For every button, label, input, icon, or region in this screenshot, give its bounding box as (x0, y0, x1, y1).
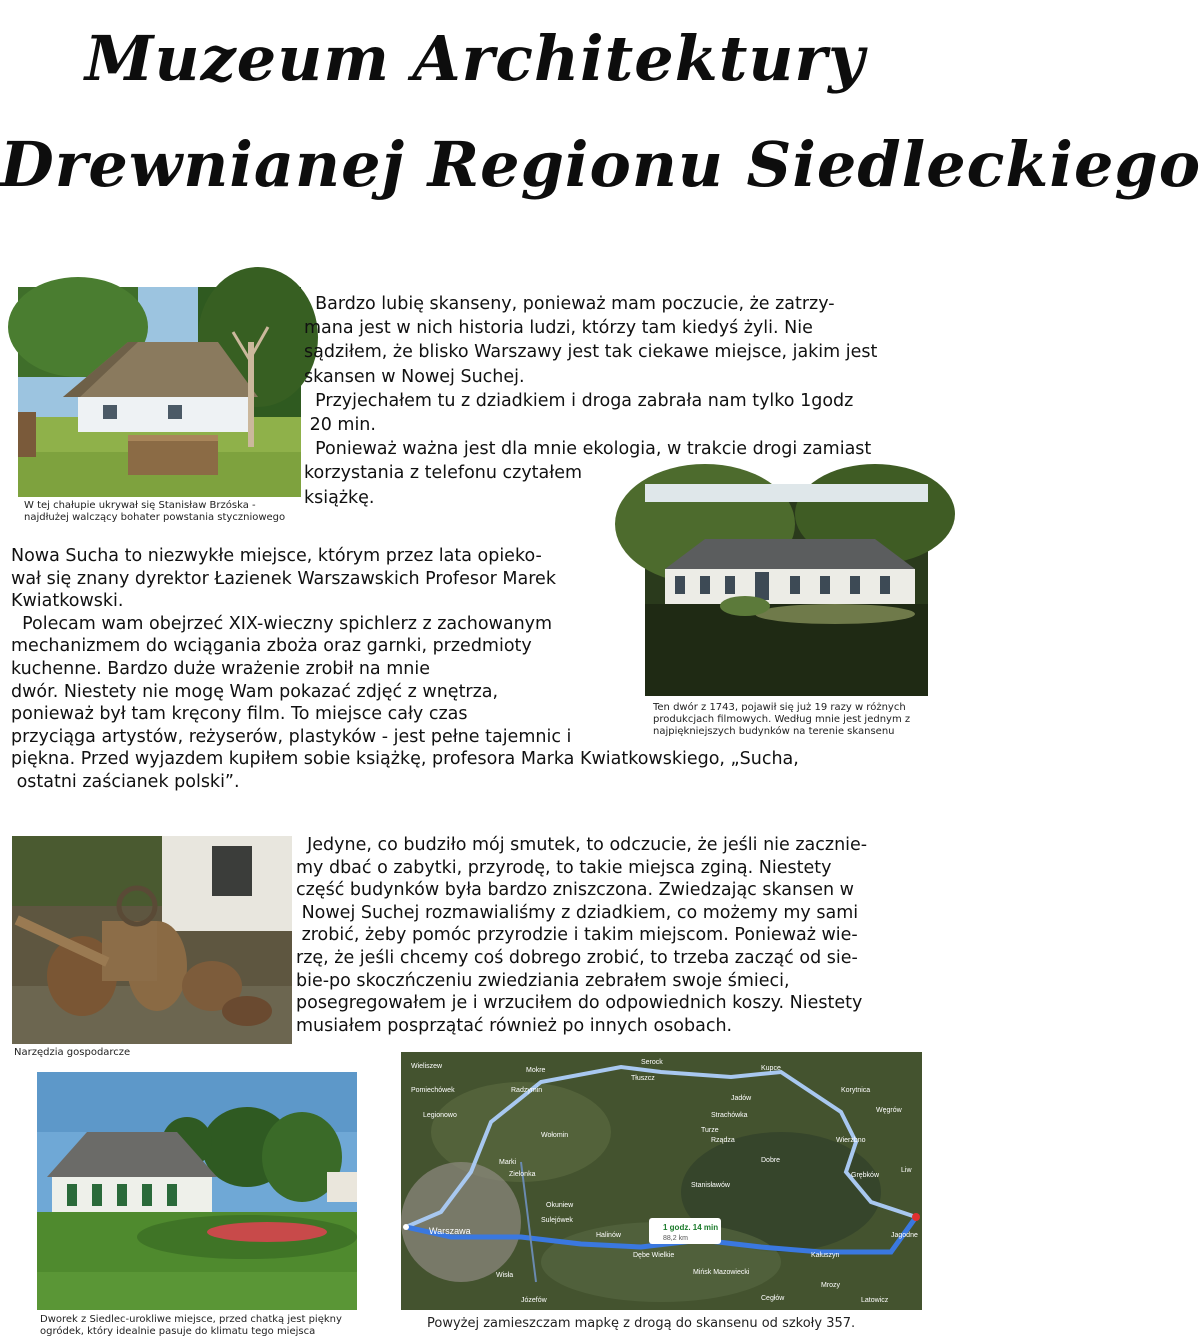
map-place-marki: Marki (499, 1159, 517, 1166)
map-place-pomiechowek: Pomiechówek (411, 1087, 455, 1094)
text-line: Jedyne, co budziło mój smutek, to odczucie, że jeśli nie zacznie- (296, 835, 868, 855)
map-place-mrozy: Mrozy (821, 1282, 841, 1289)
map-place-dobre: Dobre (761, 1157, 781, 1164)
caption-line: W tej chałupie ukrywał się Stanisław Brzóska - (24, 500, 256, 511)
text-line: Polecam wam obejrzeć XIX-wieczny spichlerz z zachowanym (11, 613, 553, 634)
caption-line: Ten dwór z 1743, pojawił się już 19 razy w różnych (653, 702, 906, 713)
text-line: dwór. Niestety nie mogę Wam pokazać zdjęć z wnętrza, (11, 681, 499, 702)
text-line: bie-po skoczńczeniu zwiedziania zebrałem swoje śmieci, (296, 970, 790, 991)
map-place-strachowka: Strachówka (711, 1112, 748, 1119)
map-place-korytnica: Korytnica (841, 1087, 871, 1094)
map-place-minsk: Mińsk Mazowiecki (693, 1269, 750, 1276)
map-place-turze: Turze (701, 1127, 719, 1134)
caption-line: najpiękniejszych budynków na terenie skansenu (653, 726, 895, 737)
page-title-line-1: Muzeum Architektury (84, 22, 866, 95)
map-place-stanislawow: Stanisławów (691, 1182, 730, 1189)
text-line: Bardzo lubię skanseny, ponieważ mam poczucie, że zatrzy- (304, 294, 835, 314)
map-place-halinow: Halinów (596, 1232, 621, 1239)
text-line: piękna. Przed wyjazdem kupiłem sobie książkę, profesora Marka Kwiatkowskiego, „Sucha, (11, 749, 799, 770)
text-line: Przyjechałem tu z dziadkiem i droga zabrała nam tylko 1godz (304, 390, 854, 411)
map-place-okuniew: Okuniew (546, 1202, 574, 1209)
text-line: my dbać o zabytki, przyrodę, to takie miejsca zginą. Niestety (296, 857, 832, 878)
map-place-grebkow: Grębków (851, 1172, 880, 1179)
text-line: wał się znany dyrektor Łazienek Warszawskich Profesor Marek (11, 568, 556, 589)
text-line: Ponieważ ważna jest dla mnie ekologia, w trakcie drogi zamiast (304, 439, 872, 460)
text-line: ponieważ był tam kręcony film. To miejsce cały czas (11, 704, 468, 725)
ecology-paragraph (296, 834, 948, 1037)
text-line: korzystania z telefonu czytałem (304, 463, 583, 484)
map-place-wierzbno: Wierzbno (836, 1137, 866, 1144)
tools-photo (12, 836, 292, 1044)
map-place-jadow: Jadów (731, 1095, 752, 1102)
map-place-warszawa: Warszawa (429, 1226, 471, 1236)
dworek-photo (37, 1072, 357, 1310)
route-map (401, 1052, 922, 1310)
caption-line: Narzędzia gospodarcze (14, 1047, 131, 1058)
map-place-wieliszew: Wieliszew (411, 1063, 443, 1070)
text-line: ostatni zaścianek polski”. (11, 771, 240, 792)
map-place-serock: Serock (641, 1059, 663, 1066)
map-place-debe-wielkie: Dębe Wielkie (633, 1252, 675, 1259)
caption-line: najdłużej walczący bohater powstania styczniowego (24, 512, 286, 523)
tools-caption (14, 1047, 214, 1059)
text-line: zrobić, żeby pomóc przyrodzie i takim miejscom. Ponieważ wie- (296, 925, 858, 946)
map-place-ceglow: Cegłów (761, 1295, 785, 1302)
text-line: część budynków była bardzo zniszczona. Zwiedzając skansen w (296, 880, 854, 901)
map-place-radzymin: Radzymin (511, 1087, 543, 1094)
middle-paragraph (11, 545, 941, 794)
text-line: Kwiatkowski. (11, 591, 124, 612)
map-place-rzadza: Rządza (711, 1137, 735, 1144)
map-place-zielonka: Zielonka (509, 1171, 536, 1178)
text-line: sądziłem, że blisko Warszawy jest tak ciekawe miejsce, jakim jest (304, 342, 878, 363)
text-line: mechanizmem do wciągania zboża oraz garnki, przedmioty (11, 636, 532, 657)
caption-line: ogródek, który idealnie pasuje do klimatu tego miejsca (40, 1326, 316, 1337)
map-place-tluszcz: Tłuszcz (631, 1075, 655, 1082)
caption-line: Powyżej zamieszczam mapkę z drogą do skansenu od szkoły 357. (427, 1316, 856, 1331)
hut-photo (18, 287, 301, 497)
text-line: 20 min. (304, 415, 376, 436)
text-line: Nowa Sucha to niezwykłe miejsce, którym przez lata opieko- (11, 546, 542, 566)
text-line: książkę. (304, 487, 375, 508)
map-route-distance: 88,2 km (663, 1235, 688, 1242)
map-place-mokre: Mokre (526, 1067, 546, 1074)
map-place-wegrow: Węgrów (876, 1107, 902, 1114)
text-line: mana jest w nich historia ludzi, którzy tam kiedyś żyli. Nie (304, 318, 813, 339)
text-line: musiałem posprzątać również po innych osobach. (296, 1015, 733, 1036)
map-caption (427, 1316, 927, 1332)
text-line: przyciąga artystów, reżyserów, plastyków - jest pełne tajemnic i (11, 726, 572, 747)
map-place-jagodne: Jagodne (891, 1232, 918, 1239)
map-place-latowicz: Latowicz (861, 1297, 889, 1304)
map-place-legionowo: Legionowo (423, 1112, 457, 1119)
caption-line: produkcjach filmowych. Według mnie jest jednym z (653, 714, 911, 725)
text-line: posegregowałem je i wrzuciłem do odpowiednich koszy. Niestety (296, 993, 863, 1014)
page-title-line-2: Drewnianej Regionu Siedleckiego (0, 128, 1201, 201)
map-place-wolomin: Wołomin (541, 1132, 569, 1139)
map-place-liw: Liw (901, 1167, 912, 1174)
dworek-caption (40, 1314, 370, 1338)
text-line: Nowej Suchej rozmawialiśmy z dziadkiem, co możemy my sami (296, 902, 859, 923)
text-line: kuchenne. Bardzo duże wrażenie zrobił na mnie (11, 658, 430, 679)
map-place-kaluszyn: Kałuszyn (811, 1252, 840, 1259)
text-line: rzę, że jeśli chcemy coś dobrego zrobić, to trzeba zacząć od sie- (296, 947, 858, 968)
hut-caption (24, 500, 314, 524)
map-place-sulejowek: Sulejówek (541, 1217, 573, 1224)
caption-line: Dworek z Siedlec-urokliwe miejsce, przed chatką jest piękny (40, 1314, 342, 1325)
map-place-jozefow: Józefów (521, 1297, 547, 1304)
map-route-time: 1 godz. 14 min (663, 1223, 719, 1232)
map-place-kupce: Kupce (761, 1065, 781, 1072)
text-line: skansen w Nowej Suchej. (304, 366, 525, 387)
map-place-wisla: Wisła (496, 1272, 514, 1279)
